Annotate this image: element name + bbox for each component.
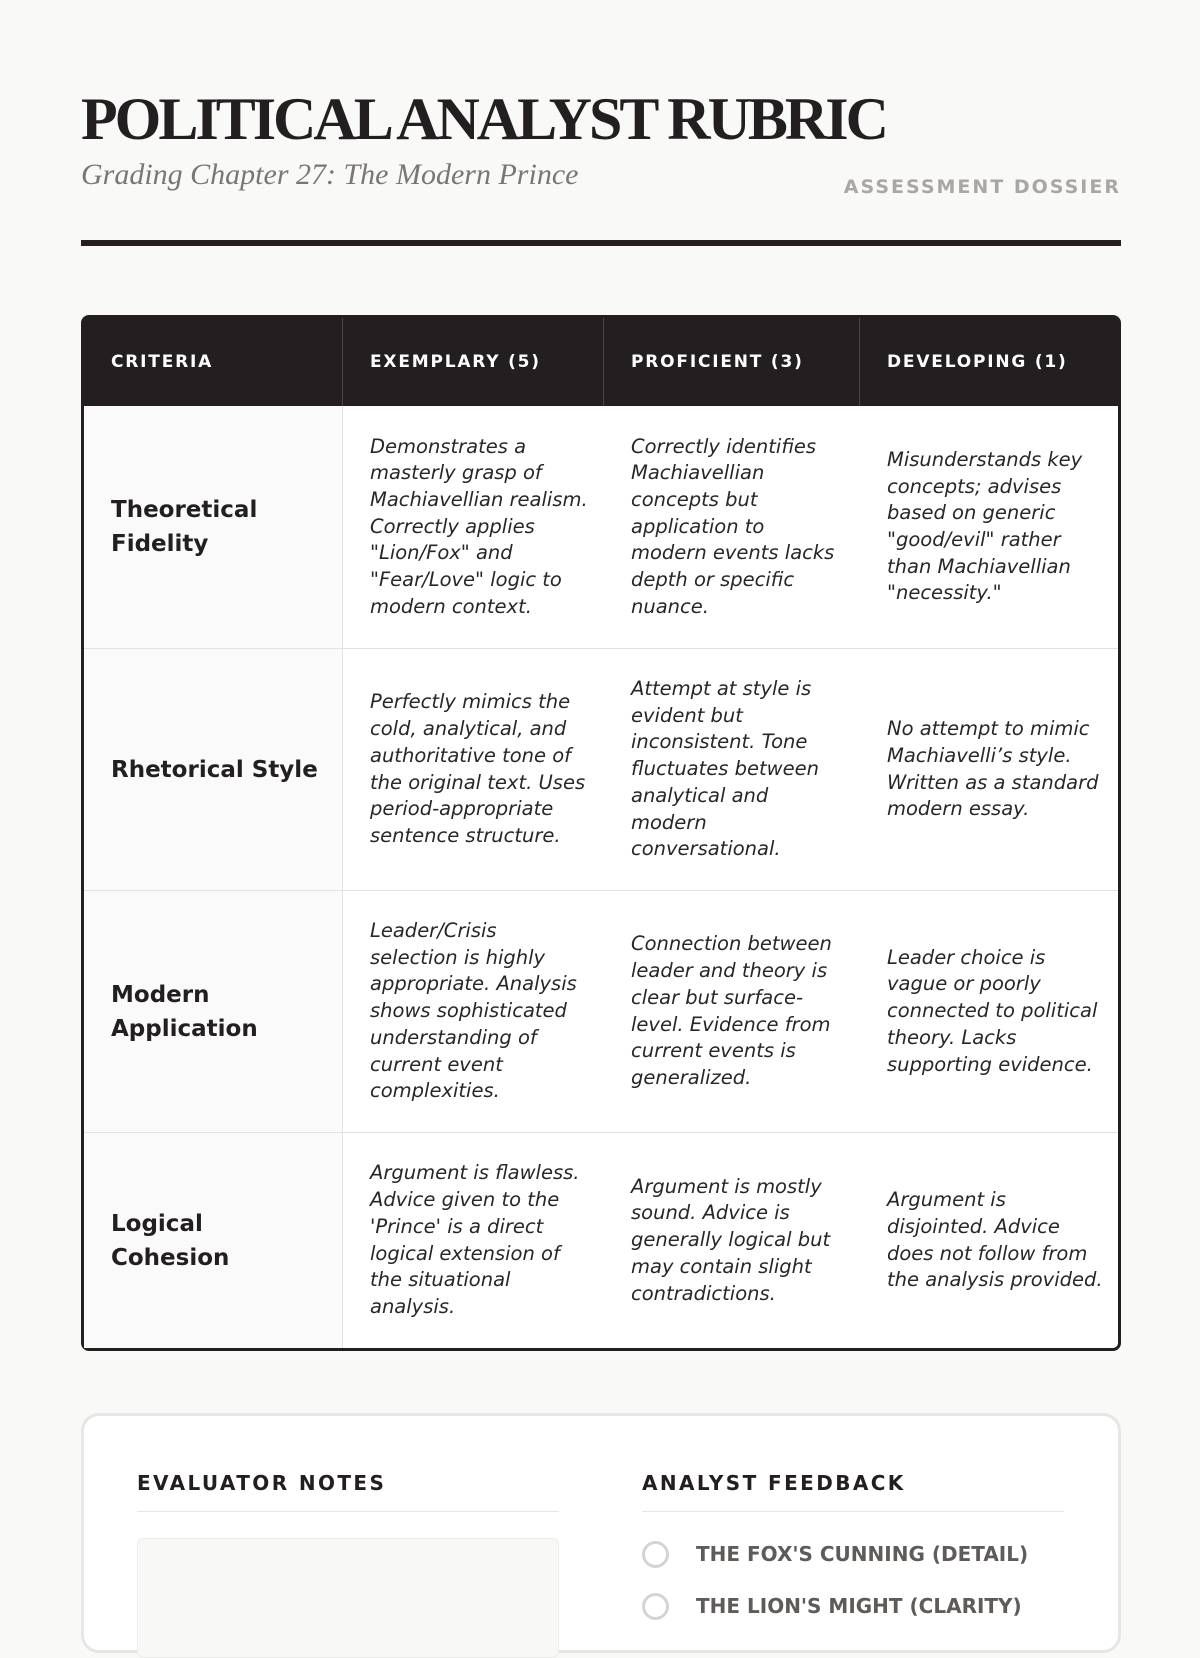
page-subtitle: Grading Chapter 27: The Modern Prince (81, 158, 579, 191)
developing-cell: No attempt to mimic Machiavelli’s style. Written as a standard modern essay. (887, 717, 1099, 821)
feedback-option-fox[interactable] (642, 1539, 1028, 1569)
exemplary-cell: Argument is flawless. Advice given to the 'Prince' is a direct logical extension of the situational analysis. (370, 1161, 580, 1318)
table-row (84, 890, 1118, 1132)
notes-card (81, 1413, 1121, 1653)
table-row (84, 406, 1118, 648)
exemplary-cell: Perfectly mimics the cold, analytical, and authoritative tone of the original text. Uses period-appropriate sentence structure. (370, 690, 586, 847)
feedback-option-label: THE FOX'S CUNNING (DETAIL) (696, 1542, 1029, 1566)
radio-button[interactable] (642, 1541, 669, 1568)
proficient-cell: Correctly identifies Machiavellian concepts but application to modern events lacks depth or specific nuance. (631, 434, 835, 618)
radio-button[interactable] (642, 1593, 669, 1620)
criteria-cell: Logical Cohesion (84, 1133, 343, 1348)
criteria-cell: Rhetorical Style (84, 649, 343, 890)
rubric-page (81, 0, 1121, 1618)
page-header (81, 0, 1121, 247)
feedback-option-label: THE LION'S MIGHT (CLARITY) (696, 1594, 1022, 1618)
developing-cell: Misunderstands key concepts; advises based on generic "good/evil" rather than Machiavellian "necessity." (887, 447, 1083, 605)
analyst-feedback-label: ANALYST FEEDBACK (642, 1471, 906, 1495)
proficient-cell: Connection between leader and theory is clear but surface-level. Evidence from current events is generalized. (631, 932, 832, 1089)
column-header-criteria: CRITERIA (84, 318, 343, 406)
evaluator-notes-label: EVALUATOR NOTES (137, 1471, 387, 1495)
table-row (84, 648, 1118, 890)
exemplary-cell: Leader/Crisis selection is highly appropriate. Analysis shows sophisticated understanding of current event complexities. (370, 919, 577, 1103)
column-header-proficient: PROFICIENT (3) (604, 318, 860, 406)
evaluator-notes-divider (137, 1511, 559, 1512)
column-header-exemplary: EXEMPLARY (5) (343, 318, 604, 406)
developing-cell: Argument is disjointed. Advice does not follow from the analysis provided. (887, 1188, 1103, 1292)
column-header-developing: DEVELOPING (1) (887, 352, 1068, 372)
criteria-cell: Modern Application (84, 891, 343, 1132)
exemplary-cell: Demonstrates a masterly grasp of Machiavellian realism. Correctly applies "Lion/Fox" and "Fear/Love" logic to modern context. (370, 434, 588, 618)
page-title: POLITICAL ANALYST RUBRIC (81, 86, 886, 152)
rubric-table (81, 315, 1121, 1351)
rubric-header-row (84, 318, 1118, 406)
feedback-option-lion[interactable] (642, 1591, 1022, 1621)
evaluator-notes-input[interactable] (137, 1538, 559, 1658)
proficient-cell: Attempt at style is evident but inconsistent. Tone fluctuates between analytical and modern conversational. (631, 677, 819, 861)
proficient-cell: Argument is mostly sound. Advice is generally logical but may contain slight contradictions. (631, 1174, 831, 1305)
analyst-feedback-divider (642, 1511, 1064, 1512)
developing-cell: Leader choice is vague or poorly connected to political theory. Lacks supporting evidence. (887, 945, 1098, 1076)
header-divider (81, 240, 1121, 246)
assessment-dossier-tag: ASSESSMENT DOSSIER (843, 176, 1121, 198)
criteria-cell: Theoretical Fidelity (84, 406, 343, 648)
table-row (84, 1132, 1118, 1348)
